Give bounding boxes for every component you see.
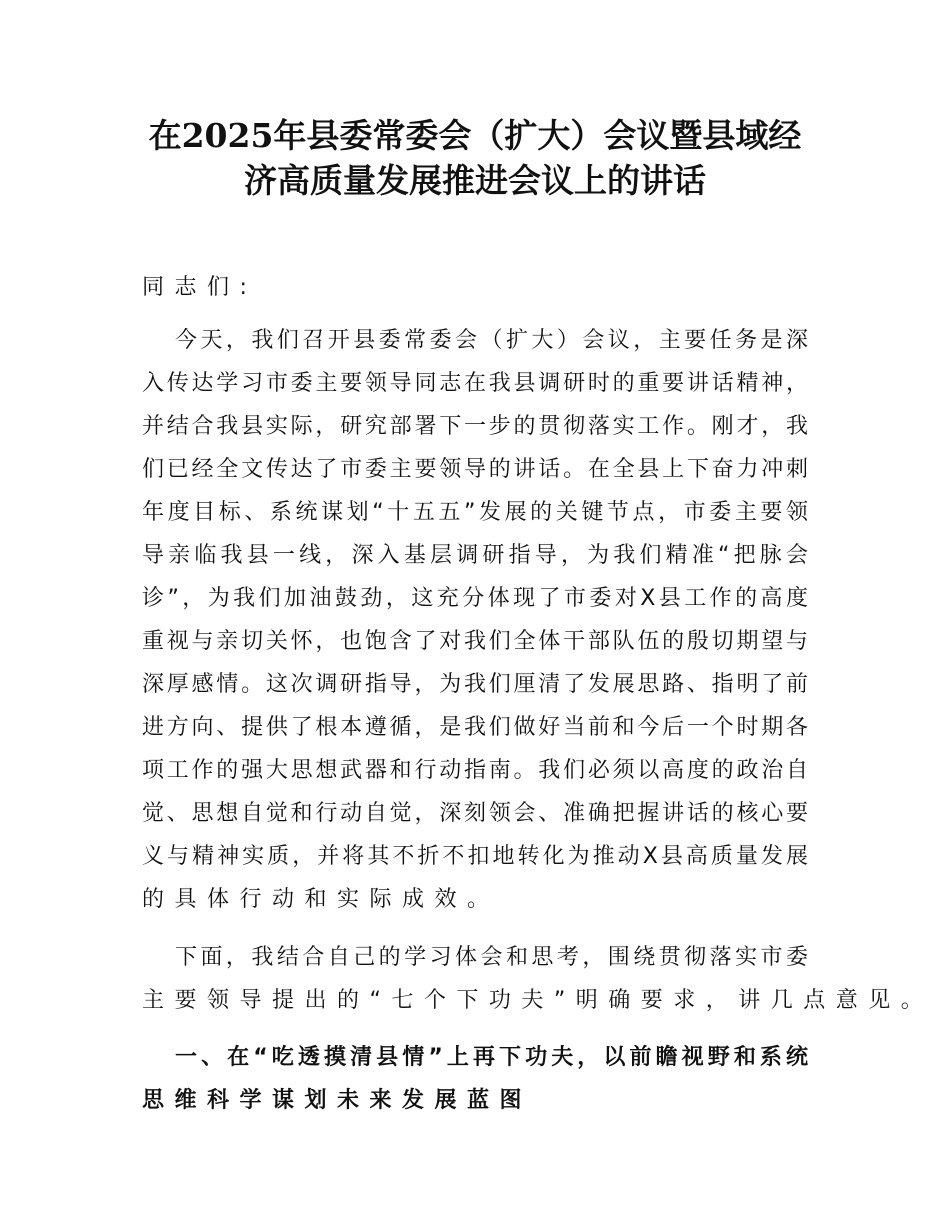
title-line: 济高质量发展推进会议上的讲话 <box>244 161 706 200</box>
paragraph-line: 们已经全文传达了市委主要领导的讲话。在全县上下奋力冲刺 <box>142 457 808 482</box>
section-heading-line: 一、在“吃透摸清县情”上再下功夫，以前瞻视野和系统 <box>175 1045 808 1070</box>
paragraph-line: 项工作的强大思想武器和行动指南。我们必须以高度的政治自 <box>142 758 808 783</box>
paragraph-line: 今天，我们召开县委常委会（扩大）会议，主要任务是深 <box>175 328 808 353</box>
paragraph-line: 年度目标、系统谋划“十五五”发展的关键节点，市委主要领 <box>142 500 808 525</box>
paragraph-line: 主要领导提出的“七个下功夫”明确要求，讲几点意见。 <box>142 988 934 1013</box>
paragraph-line: 并结合我县实际，研究部署下一步的贯彻落实工作。刚才，我 <box>142 414 808 439</box>
paragraph-line: 的具体行动和实际成效。 <box>142 887 500 912</box>
paragraph-line: 进方向、提供了根本遵循，是我们做好当前和今后一个时期各 <box>142 715 808 740</box>
paragraph-line: 入传达学习市委主要领导同志在我县调研时的重要讲话精神， <box>142 371 808 396</box>
paragraph-line: 觉、思想自觉和行动自觉，深刻领会、准确把握讲话的核心要 <box>142 801 808 826</box>
title-line: 在2025年县委常委会（扩大）会议暨县域经 <box>148 116 802 155</box>
section-heading-line: 思维科学谋划未来发展蓝图 <box>142 1088 533 1113</box>
salutation: 同志们: <box>142 275 258 300</box>
paragraph-line: 义与精神实质，并将其不折不扣地转化为推动X县高质量发展 <box>142 844 808 869</box>
paragraph-line: 下面，我结合自己的学习体会和思考，围绕贯彻落实市委 <box>175 945 808 970</box>
paragraph-line: 诊”，为我们加油鼓劲，这充分体现了市委对X县工作的高度 <box>142 586 808 611</box>
paragraph-line: 深厚感情。这次调研指导，为我们厘清了发展思路、指明了前 <box>142 672 808 697</box>
paragraph-line: 重视与亲切关怀，也饱含了对我们全体干部队伍的殷切期望与 <box>142 629 808 654</box>
paragraph-line: 导亲临我县一线，深入基层调研指导，为我们精准“把脉会 <box>142 543 808 568</box>
